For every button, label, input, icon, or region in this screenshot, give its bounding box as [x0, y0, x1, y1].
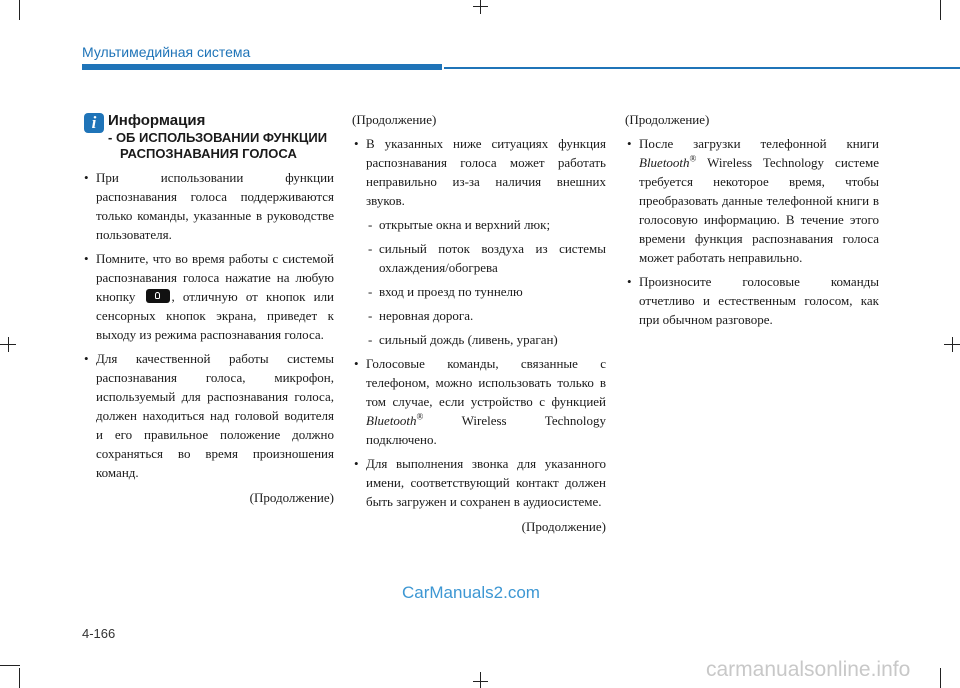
info-subtitle: - ОБ ИСПОЛЬЗОВАНИИ ФУНКЦИИ РАСПОЗНАВАНИЯ ГОЛОСА [108, 130, 328, 161]
crop-mark [473, 6, 488, 7]
crop-mark [0, 665, 20, 666]
crop-mark [8, 337, 9, 352]
info-icon: i [84, 113, 104, 133]
dash-item: - неровная дорога. [352, 306, 606, 325]
dash-item: - вход и проезд по туннелю [352, 282, 606, 301]
dash-item: - открытые окна и верхний люк; [352, 215, 606, 234]
watermark-link[interactable]: CarManuals2.com [402, 583, 540, 602]
header-rule-thick [82, 64, 442, 70]
section-title: Мультимедийная система [82, 44, 251, 60]
bullet-noise-situations: • В указанных ниже ситуациях функция распознавания голоса может работать неправильно из-за наличия внешних звуков. [352, 134, 606, 210]
voice-button-icon [146, 289, 170, 303]
crop-mark [480, 0, 481, 14]
crop-mark [473, 681, 488, 682]
bullet-voice-commands: • При использовании функции распознавания голоса поддерживаются только команды, указанные в руководстве пользователя. [82, 168, 334, 244]
bullet-phonebook-download: • После загрузки телефонной книги Bluetooth® Wireless Technology системе требуется некоторое время, чтобы преобразовать данные телефонной книги в голосовую информацию. В течение этого времени функция распознавания голоса может работать неправильно. [625, 134, 879, 267]
crop-mark [940, 0, 941, 20]
page-number: 4-166 [82, 626, 116, 641]
column-1 [82, 110, 334, 507]
bullet-call-name: • Для выполнения звонка для указанного имени, соответствующий контакт должен быть загружен и сохранен в аудиосистеме. [352, 454, 606, 511]
continued-label: (Продолжение) [249, 490, 334, 505]
crop-mark [19, 0, 20, 20]
bullet-button-exit: • Помните, что во время работы с системой распознавания голоса нажатие на любую кнопку , отличную от кнопок или сенсорных кнопок экрана, приведет к выходу из режима распознавания голоса. [82, 249, 334, 344]
continued-label: (Продолжение) [352, 112, 437, 127]
bullet-microphone: • Для качественной работы системы распознавания голоса, микрофон, используемый для распознавания голоса, должен находиться над головой водителя и его правильное положение должно сохраняться во время произношения команд. [82, 349, 334, 482]
crop-mark [19, 668, 20, 688]
column-2 [352, 110, 606, 536]
info-heading [82, 112, 334, 162]
bullet-speak-clearly: • Произносите голосовые команды отчетливо и естественным голосом, как при обычном разговоре. [625, 272, 879, 329]
info-title: Информация [108, 112, 206, 129]
continued-label: (Продолжение) [521, 519, 606, 534]
dash-item: - сильный дождь (ливень, ураган) [352, 330, 606, 349]
header-rule-thin [444, 67, 960, 69]
crop-mark [480, 672, 481, 688]
column-3 [625, 110, 879, 334]
site-watermark: carmanualsonline.info [706, 658, 911, 681]
crop-mark [940, 668, 941, 688]
bullet-phone-commands: • Голосовые команды, связанные с телефоном, можно использовать только в том случае, если устройство с функцией Bluetooth® Wireless Technology подключено. [352, 354, 606, 449]
continued-label: (Продолжение) [625, 112, 710, 127]
crop-mark [952, 337, 953, 352]
dash-item: - сильный поток воздуха из системы охлаждения/обогрева [352, 239, 606, 277]
